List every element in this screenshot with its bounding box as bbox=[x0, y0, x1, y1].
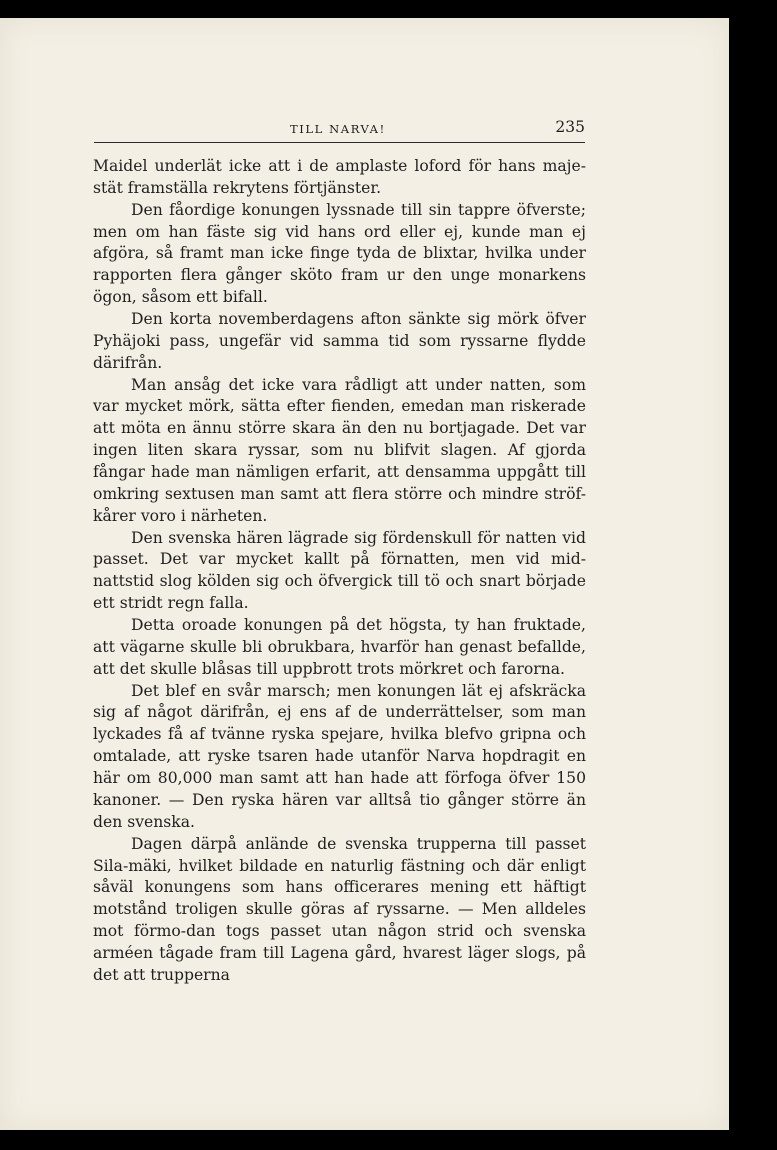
paragraph: Maidel underlät icke att i de amplaste loford för hans maje-stät framställa rekrytens förtjänster. bbox=[93, 157, 586, 197]
book-page bbox=[0, 18, 729, 1130]
running-head: TILL NARVA! bbox=[290, 122, 386, 136]
paragraph: Man ansåg det icke vara rådligt att under natten, som var mycket mörk, sätta efter fienden, emedan man riskerade att möta en ännu större skara än den nu bortjagade. Det var ingen liten skara ryssar, som nu blifvit slagen. Af gjorda fångar hade man nämligen erfarit, att densamma uppgått till omkring sextusen man samt att flera större och mindre ströf-kårer voro i närheten. bbox=[93, 375, 586, 525]
paragraph: Den svenska hären lägrade sig fördenskull för natten vid passet. Det var mycket kallt på förnatten, men vid mid-nattstid slog kölden sig och öfvergick till tö och snart började ett stridt regn falla. bbox=[93, 528, 586, 613]
paragraph: Dagen därpå anlände de svenska trupperna till passet Sila-mäki, hvilket bildade en naturlig fästning och där enligt såväl konungens som hans officerares mening ett häftigt motstånd troligen skulle göras af ryssarne. — Men alldeles mot förmo-dan togs passet utan någon strid och svenska arméen tågade fram till Lagena gård, hvarest läger slogs, på det att trupperna bbox=[93, 834, 586, 984]
page-number: 235 bbox=[555, 118, 585, 136]
body-text bbox=[93, 156, 586, 987]
page-header bbox=[94, 118, 585, 143]
paragraph: Den fåordige konungen lyssnade till sin tappre öfverste; men om han fäste sig vid hans ord eller ej, kunde man ej afgöra, så framt man icke finge tyda de blixtar, hvilka under rapporten flera gånger sköto fram ur den unge monarkens ögon, såsom ett bifall. bbox=[93, 200, 586, 307]
paragraph: Den korta novemberdagens afton sänkte sig mörk öfver Pyhäjoki pass, ungefär vid samma tid som ryssarne flydde därifrån. bbox=[93, 310, 586, 372]
paragraph: Det blef en svår marsch; men konungen lät ej afskräcka sig af något därifrån, ej ens af de underrättelser, som man lyckades få af tvänne ryska spejare, hvilka blefvo gripna och omtalade, att ryske tsaren hade utanför Narva hopdragit en här om 80,000 man samt att han hade att förfoga öfver 150 kanoner. — Den ryska hären var alltså tio gånger större än den svenska. bbox=[93, 681, 586, 831]
paragraph: Detta oroade konungen på det högsta, ty han fruktade, att vägarne skulle bli obrukbara, hvarför han genast befallde, att det skulle blåsas till uppbrott trots mörkret och farorna. bbox=[93, 616, 586, 678]
